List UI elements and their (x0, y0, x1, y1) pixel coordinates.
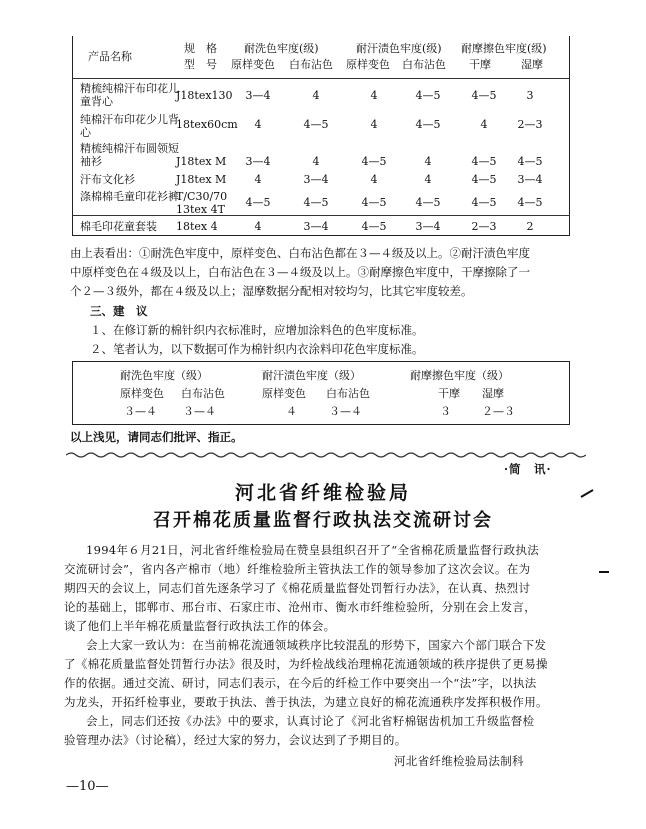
table-cell: 4 (254, 173, 262, 186)
table-cell: 3—4 (415, 220, 441, 233)
header-sweat-change: 原样变色 (346, 58, 390, 71)
table-row-name: 纯棉汗布印花少儿背心 (80, 113, 179, 139)
table-cell: 3—4 (245, 89, 271, 102)
header-rub-group: 耐摩擦色牢度(级) (461, 42, 547, 55)
table-cell: 4 (312, 155, 320, 168)
closing-remark: 以上浅见，请同志们批评、指正。 (70, 430, 243, 444)
suggestion-item: １、在修订新的棉针织内衣标准时，应增加涂料色的色牢度标准。 (90, 323, 424, 337)
recommend-rub-dry: 干摩 (438, 387, 460, 400)
article-subtitle: 召开棉花质量监督行政执法交流研讨会 (153, 510, 493, 531)
recommend-sweat-stain: 白布沾色 (326, 387, 370, 400)
wavy-divider (66, 451, 586, 459)
recommend-value: ４ (286, 405, 297, 418)
suggestions-heading: 三、建 议 (90, 304, 148, 318)
table-cell: 4—5 (361, 220, 387, 233)
article-author: 河北省纤维检验局法制科 (394, 754, 524, 768)
table-cell: 4 (370, 118, 378, 131)
recommend-sweat-change: 原样变色 (262, 387, 306, 400)
brief-label: ·简 讯· (504, 462, 552, 476)
table-cell: 4—5 (517, 196, 543, 209)
table-cell: 4 (312, 89, 320, 102)
table-cell: 4—5 (471, 89, 497, 102)
recommend-wash-change: 原样变色 (120, 387, 164, 400)
table-cell: 2—3 (517, 118, 543, 131)
article-line: 论的基础上，邯郸市、邢台市、石家庄市、沧州市、衡水市纤维检验所，分别在会上发言， (64, 600, 536, 614)
table-cell: 3—4 (245, 155, 271, 168)
header-wash-stain: 白布沾色 (289, 58, 333, 71)
table-row-spec: T/C30/70 13tex 4T (176, 190, 228, 216)
table-cell: 4—5 (361, 155, 387, 168)
article-line: 1994年６月21日，河北省纤维检验局在赞皇县组织召开了“全省棉花质量监督行政执法 (86, 543, 540, 557)
recommend-rub-wet: 湿摩 (482, 387, 504, 400)
table-cell: 4 (254, 118, 262, 131)
header-rub-dry: 干摩 (469, 58, 491, 71)
suggestion-item: ２、笔者认为，以下数据可作为棉针织内衣涂料印花色牢度标准。 (90, 342, 424, 356)
header-rub-wet: 湿摩 (521, 58, 543, 71)
table-cell: 4 (370, 173, 378, 186)
summary-line: 中原样变色在４级及以上，白布沾色在３—４级及以上。③耐摩擦色牢度中，干摩擦除了一 (70, 265, 530, 279)
table-header-rule (72, 78, 570, 79)
ink-mark-icon (598, 568, 610, 576)
table-cell: 4 (424, 173, 432, 186)
page-number: —10— (66, 779, 109, 794)
table-cell: 3—4 (303, 220, 329, 233)
table-cell: 4—5 (361, 196, 387, 209)
table-cell: 3 (526, 89, 534, 102)
table-cell: 4—5 (303, 118, 329, 131)
table-cell: 3—4 (517, 173, 543, 186)
article-line: 交流研讨会”，省内各产棉市（地）纤维检验所主管执法工作的领导参加了这次会议。在为 (64, 562, 531, 576)
table-cell: 4 (370, 89, 378, 102)
recommend-value: ３—４ (183, 405, 216, 418)
summary-line: 由上表看出：①耐洗色牢度中，原样变色、白布沾色都在３—４级及以上。②耐汗渍色牢度 (70, 246, 530, 260)
article-line: 会上大家一致认为：在当前棉花流通领域秩序比较混乱的形势下，国家六个部门联合下发 (86, 638, 547, 652)
table-row-name: 棉毛印花童套装 (80, 220, 157, 233)
header-spec-top: 规 格 (184, 42, 217, 55)
table-cell: 2—3 (471, 220, 497, 233)
article-line: 期四天的会议上，同志们首先逐条学习了《棉花质量监督处罚暂行办法》，在认真、热烈讨 (64, 581, 531, 595)
article-line: 作的依据。通过交流、研讨，同志们表示，在今后的纤检工作中要突出一个“法”字，以执法 (64, 676, 537, 690)
article-line: 为龙头，开拓纤检事业，要敢于执法、善于执法，为建立良好的棉花流通秩序发挥积极作用。 (64, 695, 548, 709)
header-wash-group: 耐洗色牢度(级) (244, 42, 319, 55)
table-cell: 4—5 (245, 196, 271, 209)
table-cell: 4—5 (517, 155, 543, 168)
table-cell: 4—5 (415, 118, 441, 131)
recommend-rub-group: 耐摩擦色牢度（级） (410, 369, 509, 382)
recommend-wash-stain: 白布沾色 (181, 387, 225, 400)
table-cell: 4 (424, 155, 432, 168)
table-row-spec: 18tex 4 (176, 220, 218, 233)
header-wash-change: 原样变色 (231, 58, 275, 71)
header-sweat-stain: 白布沾色 (402, 58, 446, 71)
recommend-sweat-group: 耐汗渍色牢度（级） (262, 369, 361, 382)
article-title: 河北省纤维检验局 (234, 482, 411, 504)
table-cell: 4—5 (415, 89, 441, 102)
table-cell: 3—4 (303, 173, 329, 186)
header-product-name: 产品名称 (88, 50, 132, 63)
recommend-value: ３—４ (329, 405, 362, 418)
article-line: 会上，同志们还按《办法》中的要求，认真讨论了《河北省籽棉锯齿机加工升级监督检 (86, 714, 535, 728)
table-cell: 4 (254, 220, 262, 233)
header-sweat-group: 耐汗渍色牢度(级) (356, 42, 442, 55)
table-row-spec: J18tex M (176, 155, 227, 168)
table-row-name: 汗布文化衫 (80, 173, 135, 186)
table-row-name: 精梳纯棉汗布印花儿童背心 (80, 82, 179, 108)
table-row-spec: J18tex130 (176, 89, 233, 102)
article-line: 了《棉花质量监督处罚暂行办法》很及时，为纤检战线治理棉花流通领域的秩序提供了更易操 (64, 657, 548, 671)
table-cell: 4—5 (471, 155, 497, 168)
table-row-name: 精梳纯棉汗布圆领短袖衫 (80, 142, 179, 168)
table-cell: 4—5 (303, 196, 329, 209)
article-line: 验管理办法》（讨论稿），经过大家的努力，会议达到了予期目的。 (64, 733, 407, 747)
table-row-name: 涤棉棉毛童印花衫裤 (80, 190, 179, 203)
table-cell: 4—5 (471, 173, 497, 186)
recommend-wash-group: 耐洗色牢度（级） (120, 369, 208, 382)
recommend-value: ２—３ (482, 405, 515, 418)
table-last-row-rule (72, 215, 570, 216)
summary-line: 个２—３级外，都在４级及以上；湿摩数据分配相对较均匀，比其它牢度较差。 (70, 284, 473, 298)
header-spec-bottom: 型 号 (184, 58, 217, 71)
recommend-value: ３—４ (124, 405, 157, 418)
table-cell: 2 (526, 220, 534, 233)
recommend-value: ３ (440, 405, 451, 418)
table-cell: 4—5 (471, 196, 497, 209)
table-row-spec: 18tex60cm (176, 118, 238, 131)
table-row-spec: J18tex M (176, 173, 227, 186)
article-line: 谈了他们上半年棉花质量监督行政执法工作的体会。 (64, 619, 336, 633)
table-cell: 4 (480, 118, 488, 131)
table-cell: 4—5 (415, 196, 441, 209)
